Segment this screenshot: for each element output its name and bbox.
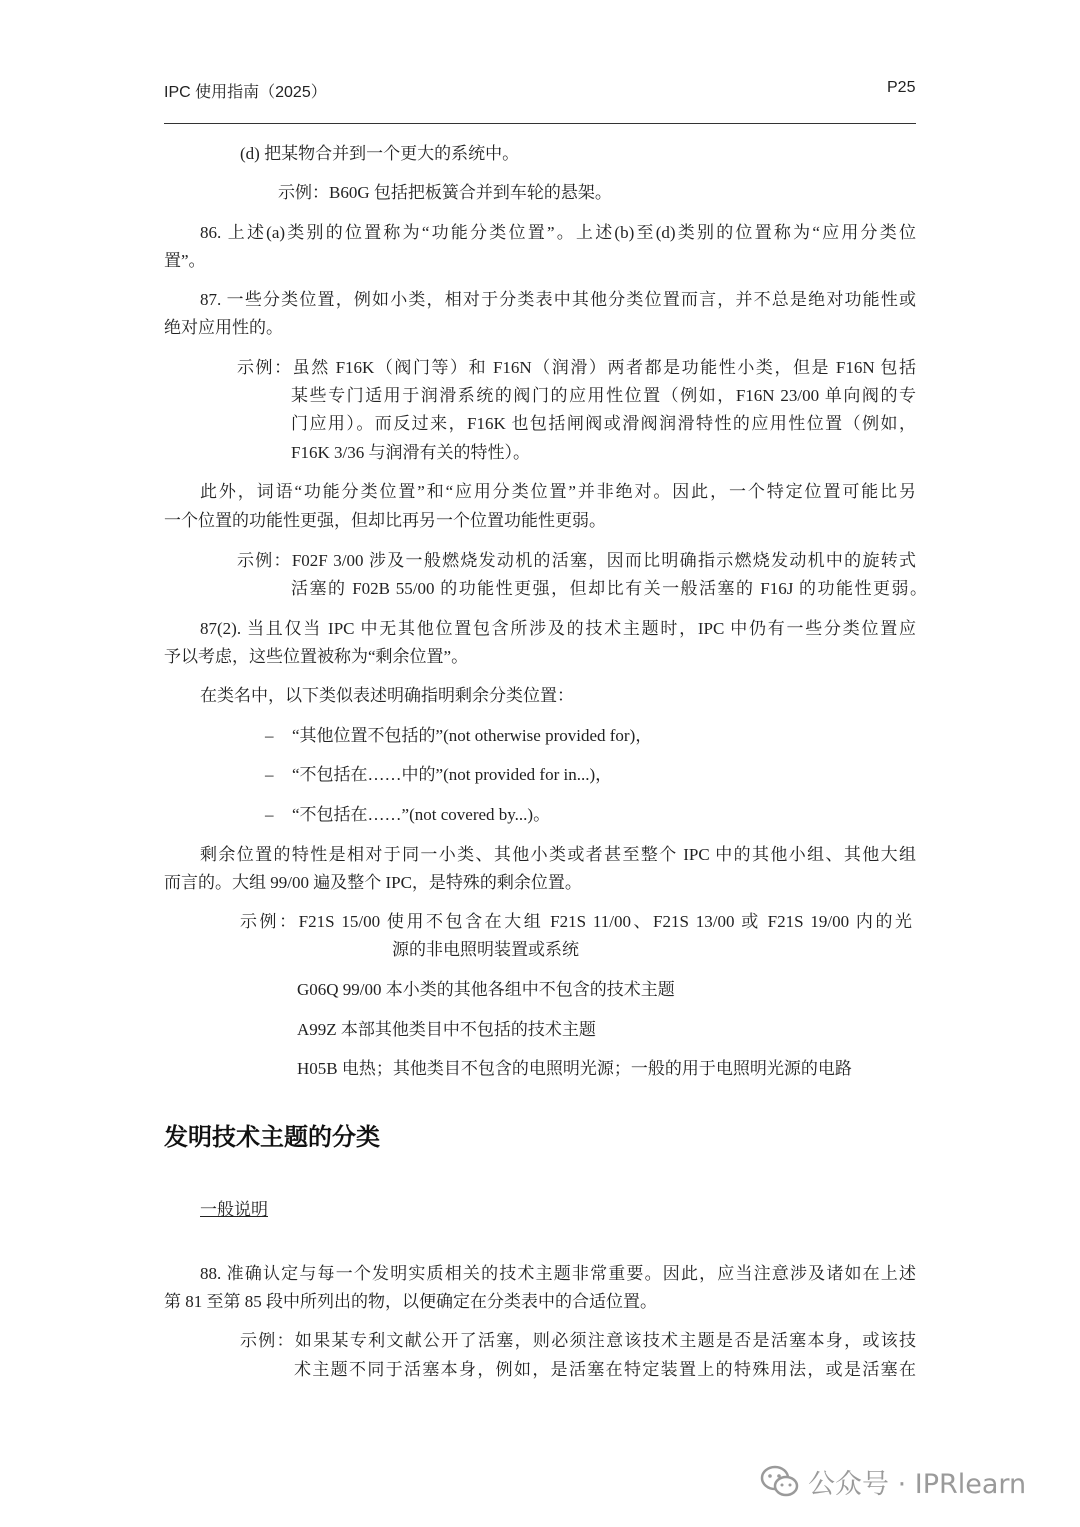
section-heading: 发明技术主题的分类 [164,1123,380,1151]
example-f02f-line2: 活塞的 F02B 55/00 的功能性更强，但却比有关一般活塞的 F16J 的功能性更弱。 [291,579,927,598]
example-87-line2: 某些专门适用于润滑系统的阀门的应用性位置（例如，F16N 23/00 单向阀的专 [291,386,916,405]
bullet-dash: – [265,805,274,824]
example-87-line1: 示例：虽然 F16K（阀门等）和 F16N（润滑）两者都是功能性小类，但是 F16N 包括 [237,358,916,377]
para-besides-line2: 一个位置的功能性更强，但却比再另一个位置功能性更弱。 [164,511,606,530]
para-residual-line2: 而言的。大组 99/00 遍及整个 IPC，是特殊的剩余位置。 [164,873,582,892]
bullet-item: “不包括在……”(not covered by...)。 [292,805,551,824]
example-88-line1: 示例：如果某专利文献公开了活塞，则必须注意该技术主题是否是活塞本身，或该技 [240,1331,916,1350]
para-86-line2: 置”。 [164,251,206,270]
example-f02f-line1: 示例：F02F 3/00 涉及一般燃烧发动机的活塞，因而比明确指示燃烧发动机中的旋转式 [237,551,916,570]
example-88-line2: 术主题不同于活塞本身，例如，是活塞在特定装置上的特殊用法，或是活塞在 [294,1360,916,1379]
bullet-item: “其他位置不包括的”(not otherwise provided for)， [292,726,653,745]
example-87-line3: 门应用）。而反过来，F16K 也包括闸阀或滑阀润滑特性的应用性位置（例如， [291,414,916,433]
para-87-line2: 绝对应用性的。 [164,318,283,337]
example-g06q: G06Q 99/00 本小类的其他各组中不包含的技术主题 [297,980,675,999]
item-d: (d) 把某物合并到一个更大的系统中。 [240,144,520,163]
para-87-2-line1: 87(2). 当且仅当 IPC 中无其他位置包含所涉及的技术主题时，IPC 中仍有一些分类位置应 [200,619,916,638]
watermark-text: 公众号 · IPRlearn [808,1469,1027,1500]
para-87-line1: 87. 一些分类位置，例如小类，相对于分类表中其他分类位置而言，并不总是绝对功能性或 [200,290,916,309]
example-a99z: A99Z 本部其他类目中不包括的技术主题 [297,1020,596,1039]
para-residual-line1: 剩余位置的特性是相对于同一小类、其他小类或者甚至整个 IPC 中的其他小组、其他大组 [200,845,916,864]
para-87-2-line2: 予以考虑，这些位置被称为“剩余位置”。 [164,647,469,666]
para-88-line2: 第 81 至第 85 段中所列出的物，以便确定在分类表中的合适位置。 [164,1292,657,1311]
header-title: IPC 使用指南（2025） [164,84,327,101]
example-h05b: H05B 电热；其他类目不包含的电照明光源；一般的用于电照明光源的电路 [297,1059,852,1078]
example-f21s-line1: 示例：F21S 15/00 使用不包含在大组 F21S 11/00、F21S 13/00 或 F21S 19/00 内的光 [240,912,912,931]
para-besides-line1: 此外，词语“功能分类位置”和“应用分类位置”并非绝对。因此，一个特定位置可能比另 [200,482,916,501]
wechat-icon [760,1465,800,1499]
example-b60g: 示例：B60G 包括把板簧合并到车轮的悬架。 [278,183,612,202]
bullet-dash: – [265,726,274,745]
bullet-item: “不包括在……中的”(not provided for in...)， [292,765,613,784]
example-f21s-line2: 源的非电照明装置或系统 [392,940,579,959]
watermark [760,1462,1026,1501]
subheading: 一般说明 [200,1200,268,1219]
para-86-line1: 86. 上述(a)类别的位置称为“功能分类位置”。上述(b)至(d)类别的位置称为“应用分类位 [200,223,916,242]
example-87-line4: F16K 3/36 与润滑有关的特性）。 [291,443,530,462]
para-classname: 在类名中，以下类似表述明确指明剩余分类位置： [200,686,574,705]
para-88-line1: 88. 准确认定与每一个发明实质相关的技术主题非常重要。因此，应当注意涉及诸如在上述 [200,1264,916,1283]
bullet-dash: – [265,765,274,784]
page-number: P25 [887,79,916,96]
header-rule [164,123,916,124]
